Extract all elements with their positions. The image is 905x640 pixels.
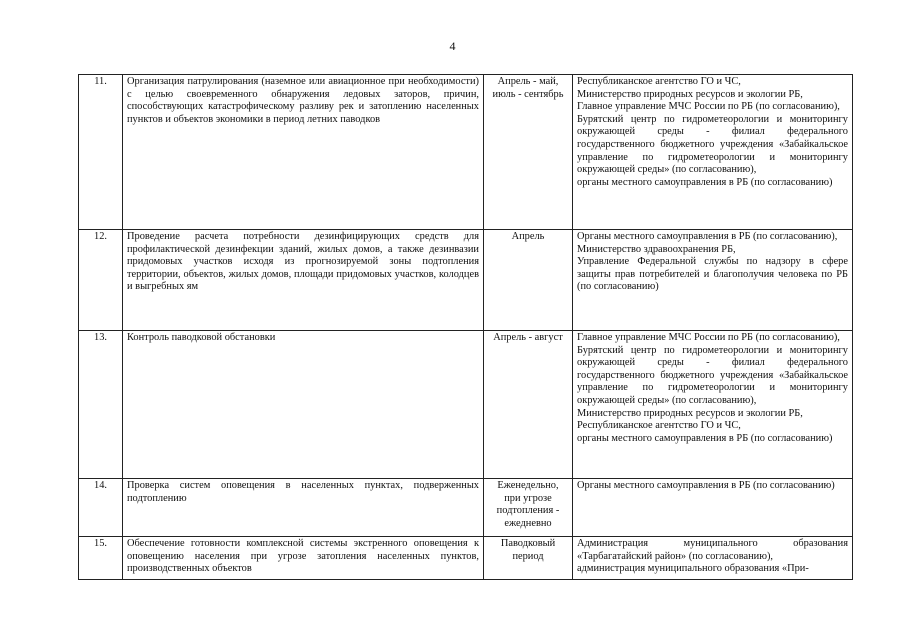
table-row: [79, 230, 853, 331]
measure-term: Апрель - август: [484, 331, 573, 479]
responsible-line: Министерство здравоохранения РБ,: [577, 243, 736, 255]
responsible-line: Бурятский центр по гидрометеорологии и мониторингу окружающей среды - филиал федерального государственного бюджетного учреждения «Забайкальское управление по гидрометеорологии и мониторингу окружающей среды» (по согласованию),: [577, 113, 848, 176]
row-number: 12.: [79, 230, 123, 331]
measure-description: Контроль паводковой обстановки: [123, 331, 484, 479]
responsible-line: администрация муниципального образования «При-: [577, 563, 809, 575]
row-number: 14.: [79, 479, 123, 537]
page-number: 4: [449, 39, 456, 53]
responsible-line: Главное управление МЧС России по РБ (по согласованию),: [577, 332, 840, 343]
measure-description: Организация патрулирования (наземное или авиационное при необходимости) с целью своевременного обнаружения ледовых заторов, причин, способствующих катастрофическому разливу рек и затоплению населенных пунктов и объектов экономики в период летних паводков: [123, 75, 484, 230]
responsible-line: Управление Федеральной службы по надзору в сфере защиты прав потребителей и благополучия человека по РБ (по согласованию): [577, 256, 848, 293]
responsible-line: Главное управление МЧС России по РБ (по согласованию),: [577, 101, 840, 113]
measure-term: Апрель: [484, 230, 573, 331]
responsible-line: Республиканское агентство ГО и ЧС,: [577, 76, 741, 87]
measure-description: Обеспечение готовности комплексной системы экстренного оповещения к оповещению населения при угрозе затопления населенных пунктов, производственных объектов: [123, 537, 484, 580]
responsible-line: органы местного самоуправления в РБ (по согласованию): [577, 176, 833, 188]
responsible-line: Республиканское агентство ГО и ЧС,: [577, 420, 741, 432]
table-row: [79, 479, 853, 537]
responsible-executors: [573, 230, 853, 331]
responsible-executors: [573, 537, 853, 580]
table-row: [79, 75, 853, 230]
responsible-line: Бурятский центр по гидрометеорологии и мониторингу окружающей среды - филиал федерального государственного бюджетного учреждения «Забайкальское управление по гидрометеорологии и мониторингу окружающей среды» (по согласованию),: [577, 344, 848, 406]
measures-table: [78, 74, 853, 580]
responsible-line: Министерство природных ресурсов и экологии РБ,: [577, 88, 803, 100]
responsible-executors: [573, 331, 853, 479]
table-row: [79, 331, 853, 479]
measure-description: Проведение расчета потребности дезинфицирующих средств для профилактической дезинфекции зданий, жилых домов, а также дезинвазии придомовых участков исходя из прогнозируемой зоны подтопления территории, объектов, жилых домов, площади придомовых участков, колодцев и выгребных ям: [123, 230, 484, 331]
row-number: 11.: [79, 75, 123, 230]
measure-term: Апрель - май, июль - сентябрь: [484, 75, 573, 230]
table-row: [79, 537, 853, 580]
responsible-executors: [573, 75, 853, 230]
responsible-line: Органы местного самоуправления в РБ (по согласованию),: [577, 231, 838, 242]
measure-term: Паводковый период: [484, 537, 573, 580]
row-number: 13.: [79, 331, 123, 479]
responsible-line: органы местного самоуправления в РБ (по согласованию): [577, 432, 833, 444]
responsible-executors: [573, 479, 853, 537]
measure-description: Проверка систем оповещения в населенных пунктах, подверженных подтоплению: [123, 479, 484, 537]
measure-term: Еженедельно, при угрозе подтопления - ежедневно: [484, 479, 573, 537]
responsible-line: Администрация муниципального образования «Тарбагатайский район» (по согласованию),: [577, 538, 848, 562]
responsible-line: Органы местного самоуправления в РБ (по согласованию): [577, 480, 835, 491]
row-number: 15.: [79, 537, 123, 580]
responsible-line: Министерство природных ресурсов и экологии РБ,: [577, 407, 803, 419]
